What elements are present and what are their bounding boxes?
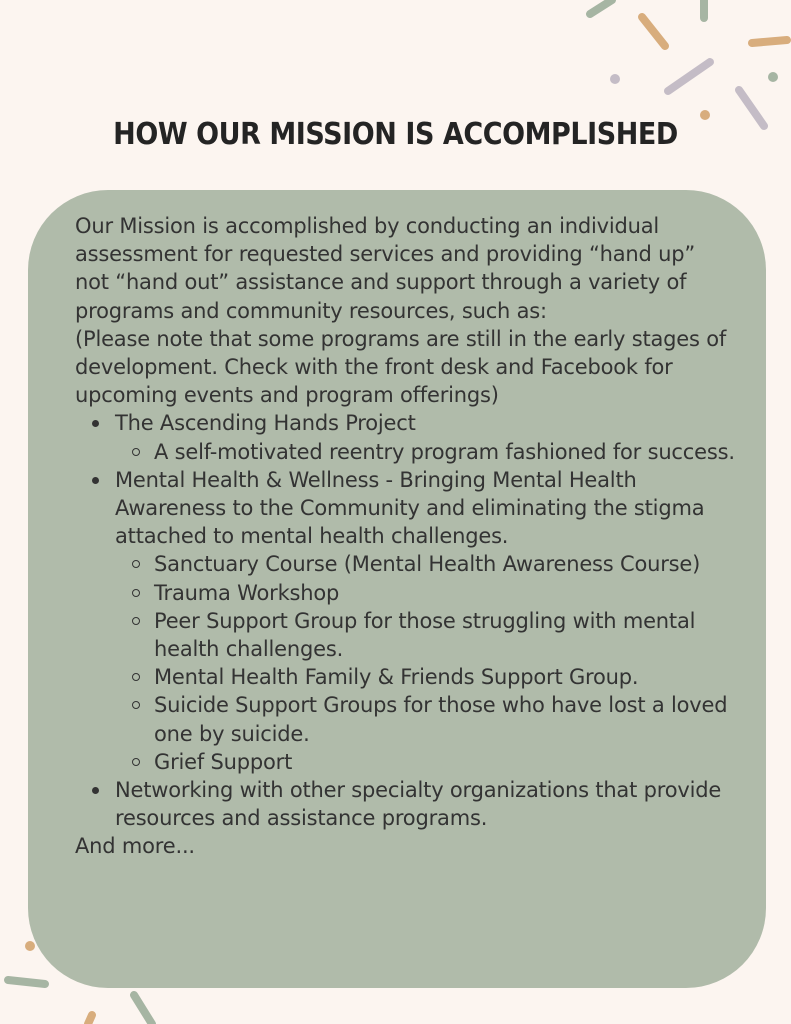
program-sublist bbox=[115, 438, 735, 466]
program-subitem: Trauma Workshop bbox=[115, 579, 735, 607]
program-subitem: Sanctuary Course (Mental Health Awareness Course) bbox=[115, 550, 735, 578]
confetti-dash bbox=[88, 1015, 92, 1024]
confetti-dot bbox=[25, 941, 35, 951]
confetti-dot bbox=[768, 72, 778, 82]
confetti-dash bbox=[668, 62, 710, 91]
program-label: The Ascending Hands Project bbox=[115, 411, 416, 436]
confetti-dot bbox=[610, 74, 620, 84]
program-sublist bbox=[115, 550, 735, 776]
program-subitem: Grief Support bbox=[115, 748, 735, 776]
content-body bbox=[75, 212, 735, 861]
development-note: (Please note that some programs are still in the early stages of development. Check with the front desk and Facebook for upcoming events and program offerings) bbox=[75, 326, 727, 408]
page-title: HOW OUR MISSION IS ACCOMPLISHED bbox=[113, 117, 678, 152]
program-item bbox=[75, 409, 735, 465]
confetti-dash bbox=[590, 0, 612, 14]
program-subitem: Peer Support Group for those struggling with mental health challenges. bbox=[115, 607, 735, 663]
confetti-dash bbox=[134, 995, 152, 1024]
confetti-dash bbox=[752, 40, 787, 43]
program-subitem: Mental Health Family & Friends Support Group. bbox=[115, 663, 735, 691]
program-item bbox=[75, 776, 735, 832]
closing-text: And more... bbox=[75, 834, 195, 859]
program-subitem: Suicide Support Groups for those who have lost a loved one by suicide. bbox=[115, 691, 735, 747]
program-label: Networking with other specialty organizations that provide resources and assistance programs. bbox=[115, 778, 722, 831]
program-subitem: A self-motivated reentry program fashioned for success. bbox=[115, 438, 735, 466]
program-label: Mental Health & Wellness - Bringing Mental Health Awareness to the Community and eliminating the stigma attached to mental health challenges. bbox=[115, 467, 705, 549]
confetti-dash bbox=[8, 980, 45, 984]
program-item bbox=[75, 466, 735, 776]
intro-paragraph: Our Mission is accomplished by conducting an individual assessment for requested services and providing “hand up” not “hand out” assistance and support through a variety of programs and community resources, such as: bbox=[75, 214, 696, 323]
confetti-dash bbox=[642, 17, 665, 46]
program-list bbox=[75, 409, 735, 832]
